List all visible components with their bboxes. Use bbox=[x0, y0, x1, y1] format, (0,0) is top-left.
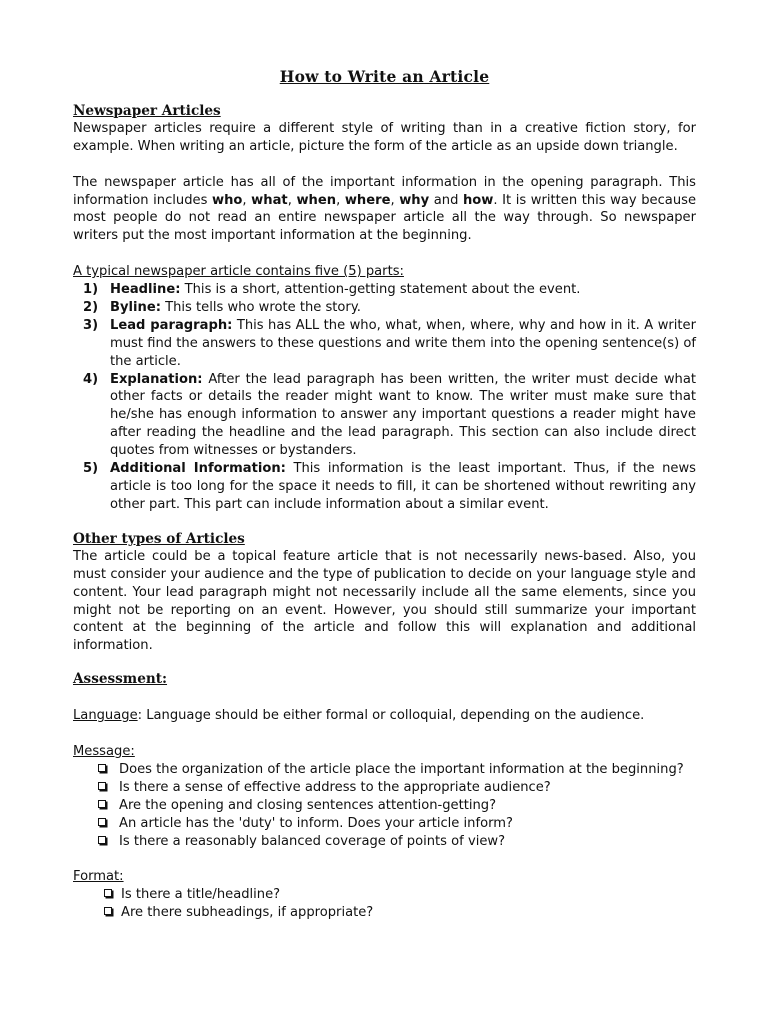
checkbox-icon bbox=[104, 907, 112, 915]
checklist-item: Is there a title/headline? bbox=[73, 886, 696, 904]
checklist-item: Is there a sense of effective address to the appropriate audience? bbox=[73, 779, 696, 797]
section-heading-newspaper: Newspaper Articles bbox=[73, 102, 221, 119]
checkbox-icon bbox=[98, 836, 106, 844]
message-checklist bbox=[73, 761, 696, 851]
list-item: 5) Additional Information: This information is the least important. Thus, if the news article is too long for the space it needs to fill, it can be shortened without rewriting any other part. This part can include information about a similar event. bbox=[83, 461, 696, 512]
parts-heading: A typical newspaper article contains five (5) parts: bbox=[73, 264, 404, 280]
other-types-paragraph: The article could be a topical feature article that is not necessarily news-based. Also, you must consider your audience and the type of publication to decide on your language style and content. Your lead paragraph might not necessarily include all the same elements, since you might not be reporting on an event. However, you should still summarize your important content at the beginning of the article and follow this will explanation and additional information. bbox=[73, 548, 696, 654]
list-item: 3) Lead paragraph: This has ALL the who, what, when, where, why and how in it. A writer must find the answers to these questions and write them into the opening sentence(s) of the article. bbox=[83, 317, 696, 369]
keyword-who: who bbox=[212, 192, 243, 208]
checkbox-icon bbox=[98, 782, 106, 790]
checkbox-icon bbox=[98, 764, 106, 772]
checkbox-icon bbox=[98, 818, 106, 826]
checklist-item: Are there subheadings, if appropriate? bbox=[73, 904, 696, 922]
parts-list bbox=[73, 281, 696, 514]
keyword-where: where bbox=[344, 192, 391, 208]
language-label: Language bbox=[73, 708, 138, 724]
checklist-item: Does the organization of the article place the important information at the beginning? bbox=[73, 761, 696, 779]
message-label: Message: bbox=[73, 744, 135, 760]
keyword-when: when bbox=[296, 192, 337, 208]
checklist-item: Are the opening and closing sentences attention-getting? bbox=[73, 797, 696, 815]
checklist-item: Is there a reasonably balanced coverage of points of view? bbox=[73, 833, 696, 851]
checkbox-icon bbox=[104, 889, 112, 897]
newspaper-intro-paragraph: Newspaper articles require a different style of writing than in a creative fiction story, for example. When writing an article, picture the form of the article as an upside down triangle. bbox=[73, 120, 696, 154]
keyword-how: how bbox=[462, 192, 494, 208]
list-item: 1) Headline: This is a short, attention-getting statement about the event. bbox=[83, 282, 581, 298]
section-heading-assessment: Assessment: bbox=[73, 671, 168, 688]
list-item: 4) Explanation: After the lead paragraph has been written, the writer must decide what other facts or details the reader might want to know. The writer must make sure that he/she has enough information to answer any important questions a reader might have after reading the headline and the lead paragraph. This section can also include direct quotes from witnesses or bystanders. bbox=[83, 371, 696, 459]
page-title: How to Write an Article bbox=[279, 67, 490, 86]
keyword-why: why bbox=[399, 192, 430, 208]
checklist-item: An article has the 'duty' to inform. Does your article inform? bbox=[73, 815, 696, 833]
section-heading-other-types: Other types of Articles bbox=[73, 530, 245, 547]
format-checklist bbox=[73, 886, 696, 922]
keyword-what: what bbox=[251, 192, 288, 208]
language-line: Language: Language should be either formal or colloquial, depending on the audience. bbox=[73, 708, 645, 724]
checkbox-icon bbox=[98, 800, 106, 808]
list-item: 2) Byline: This tells who wrote the story. bbox=[83, 299, 361, 315]
newspaper-info-paragraph: The newspaper article has all of the important information in the opening paragraph. This information includes who, what, when, where, why and how. It is written this way because most people do not read an entire newspaper article all the way through. So newspaper writers put the most important information at the beginning. bbox=[73, 174, 697, 244]
format-label: Format: bbox=[73, 869, 124, 885]
